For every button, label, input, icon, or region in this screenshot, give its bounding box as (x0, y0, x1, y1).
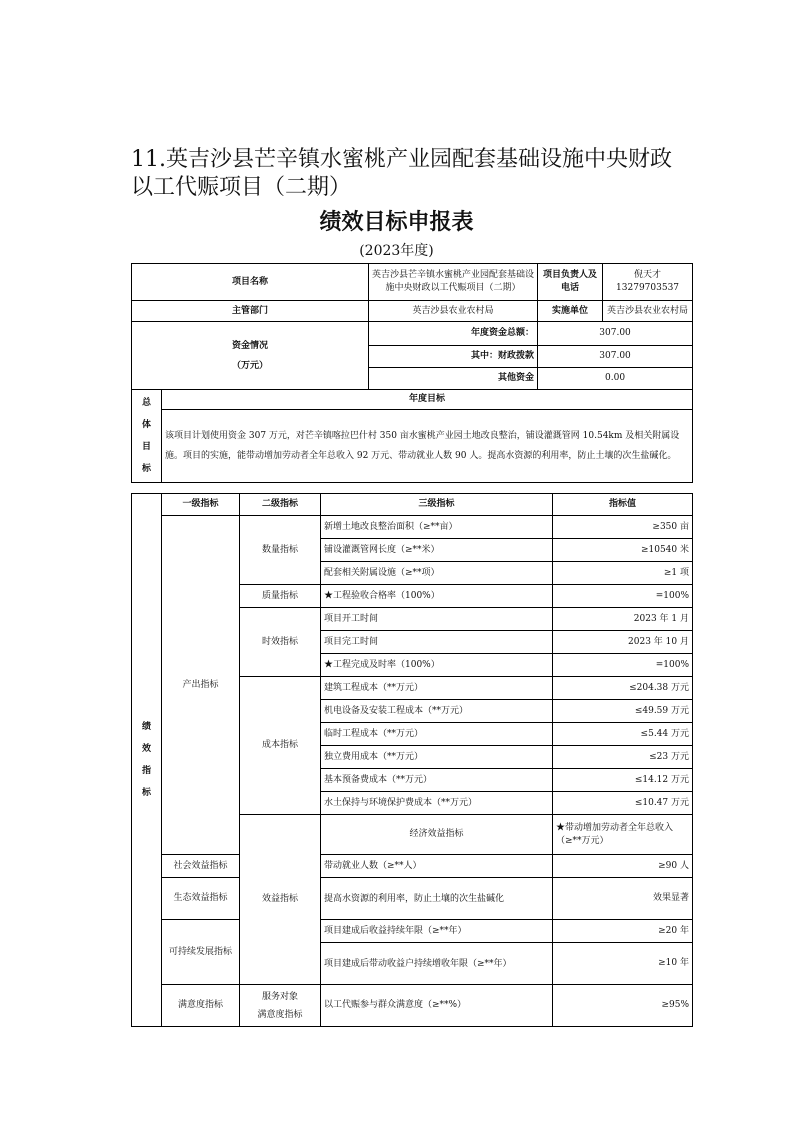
indicators-char-1: 绩 (141, 722, 151, 732)
indicator-value: ≤204.38 万元 (553, 677, 693, 700)
indicator-value: 效果显著 (553, 878, 693, 920)
indicator-value: ≥90 人 (553, 855, 693, 878)
impl-label: 实施单位 (538, 301, 603, 322)
dept-value: 英吉沙县农业农村局 (369, 301, 538, 322)
social-benefit-indicators: 社会效益指标 (162, 855, 240, 878)
satisfaction-indicators: 满意度指标 (162, 985, 240, 1027)
overall-goal-label (132, 390, 162, 483)
indicator-value: =100% (553, 585, 693, 608)
service-label-line1: 服务对象 (261, 991, 298, 1002)
indicator-name: 铺设灌溉管网长度（≥**米） (321, 539, 553, 562)
overall-char-2: 体 (141, 420, 151, 430)
form-title: 绩效目标申报表 (319, 210, 474, 235)
fund-fiscal-value: 307.00 (538, 346, 693, 368)
indicators-char-4: 标 (141, 788, 151, 798)
indicator-name: 项目建成后收益持续年限（≥**年） (321, 920, 553, 943)
indicator-name: ★带动增加劳动者全年总收入（≥**万元） (553, 815, 693, 855)
document-heading: 11.英吉沙县芒辛镇水蜜桃产业园配套基础设施中央财政以工代赈项目（二期） (131, 147, 672, 200)
indicator-value: ≥10 年 (553, 943, 693, 985)
indicator-value: ≥95% (553, 985, 693, 1027)
col-header-level3: 三级指标 (321, 494, 553, 516)
indicator-value: ≤49.59 万元 (553, 700, 693, 723)
form-year: (2023年度) (359, 243, 434, 259)
output-indicators: 产出指标 (162, 516, 240, 855)
benefit-indicators: 效益指标 (240, 815, 321, 985)
col-header-level2: 二级指标 (240, 494, 321, 516)
annual-goal-text: 该项目计划使用资金 307 万元，对芒辛镇喀拉巴什村 350 亩水蜜桃产业园土地改良整治，铺设灌溉管网 10.54km 及相关附属设施。项目的实施，能带动增加劳动者全年总收入 92 万元、带动就业人数 90 人。提高水资源的利用率，防止土壤的次生盐碱化。 (162, 410, 693, 483)
indicator-name: 基本预备费成本（**万元） (321, 769, 553, 792)
fund-fiscal-label: 其中：财政拨款 (369, 346, 538, 368)
indicator-name: 建筑工程成本（**万元） (321, 677, 553, 700)
project-name-value: 英吉沙县芒辛镇水蜜桃产业园配套基础设施中央财政以工代赈项目（二期） (369, 264, 538, 301)
col-header-value: 指标值 (553, 494, 693, 516)
timeliness-indicators: 时效指标 (240, 608, 321, 677)
cost-indicators: 成本指标 (240, 677, 321, 815)
indicator-value: ≥10540 米 (553, 539, 693, 562)
annual-goal-header: 年度目标 (162, 390, 693, 410)
indicator-value: ≥20 年 (553, 920, 693, 943)
service-label-line2: 满意度指标 (257, 1009, 303, 1020)
basic-info-table (131, 263, 693, 483)
indicator-value: ≤5.44 万元 (553, 723, 693, 746)
indicator-name: 新增土地改良整治面积（≥**亩） (321, 516, 553, 539)
fund-label-line1: 资金情况 (232, 340, 269, 351)
quality-indicators: 质量指标 (240, 585, 321, 608)
fund-other-value: 0.00 (538, 368, 693, 390)
leader-value: 倪天才 13279703537 (603, 264, 693, 301)
indicator-name: ★工程完成及时率（100%） (321, 654, 553, 677)
indicator-name: 配套相关附属设施（≥**项） (321, 562, 553, 585)
indicator-value: ≥350 亩 (553, 516, 693, 539)
overall-char-4: 标 (141, 464, 151, 474)
indicators-label (132, 494, 162, 1027)
indicator-value: ≤14.12 万元 (553, 769, 693, 792)
fund-label (132, 322, 369, 390)
indicator-name: 机电设备及安装工程成本（**万元） (321, 700, 553, 723)
fund-other-label: 其他资金 (369, 368, 538, 390)
economic-benefit-indicators: 经济效益指标 (321, 815, 553, 855)
indicator-value: ≤10.47 万元 (553, 792, 693, 815)
indicator-name: ★工程验收合格率（100%） (321, 585, 553, 608)
indicator-name: 水土保持与环境保护费成本（**万元） (321, 792, 553, 815)
indicators-table (131, 493, 693, 1027)
indicator-name: 项目完工时间 (321, 631, 553, 654)
sustainability-indicators: 可持续发展指标 (162, 920, 240, 985)
dept-label: 主管部门 (132, 301, 369, 322)
leader-label: 项目负责人及电话 (538, 264, 603, 301)
overall-char-1: 总 (141, 398, 151, 408)
indicator-name: 项目开工时间 (321, 608, 553, 631)
fund-label-line2: （万元） (232, 360, 269, 371)
indicator-name: 带动就业人数（≥**人） (321, 855, 553, 878)
ecological-benefit-indicators: 生态效益指标 (162, 878, 240, 920)
indicator-value: 2023 年 1 月 (553, 608, 693, 631)
indicator-name: 以工代赈参与群众满意度（≥**%） (321, 985, 553, 1027)
indicator-name: 临时工程成本（**万元） (321, 723, 553, 746)
indicator-value: =100% (553, 654, 693, 677)
project-name-label: 项目名称 (132, 264, 369, 301)
indicator-name: 独立费用成本（**万元） (321, 746, 553, 769)
fund-total-value: 307.00 (538, 322, 693, 346)
indicator-value: ≥1 项 (553, 562, 693, 585)
indicator-value: ≤23 万元 (553, 746, 693, 769)
indicators-char-2: 效 (141, 744, 151, 754)
indicator-name: 项目建成后带动收益户持续增收年限（≥**年） (321, 943, 553, 985)
indicators-char-3: 指 (141, 766, 151, 776)
overall-char-3: 目 (141, 442, 151, 452)
indicator-value: 2023 年 10 月 (553, 631, 693, 654)
col-header-level1: 一级指标 (162, 494, 240, 516)
service-satisfaction-indicators (240, 985, 321, 1027)
indicator-name: 提高水资源的利用率，防止土壤的次生盐碱化 (321, 878, 553, 920)
impl-value: 英吉沙县农业农村局 (603, 301, 693, 322)
quantity-indicators: 数量指标 (240, 516, 321, 585)
fund-total-label: 年度资金总额： (369, 322, 538, 346)
